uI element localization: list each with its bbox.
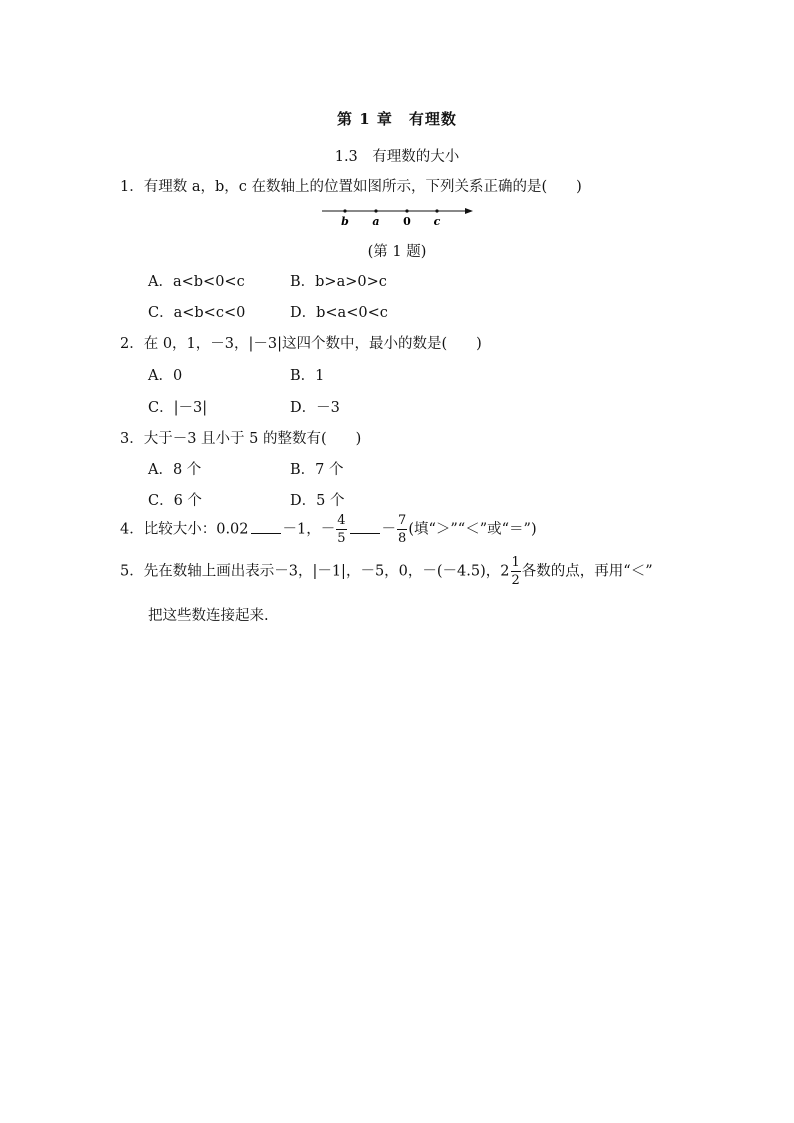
q3-option-d: D．5 个 xyxy=(290,493,345,509)
q1-option-d: D．b<a<0<c xyxy=(290,305,388,321)
q4-part2: －1，－ xyxy=(282,521,336,538)
question-5 xyxy=(120,556,653,587)
section-title: 1.3 有理数的大小 xyxy=(334,149,460,165)
q4-blank-2[interactable] xyxy=(350,521,380,534)
point-a xyxy=(374,209,377,212)
q5-fraction: $\frac{1}{2}$ xyxy=(511,555,520,588)
label-0: 0 xyxy=(403,215,411,228)
q3-option-c: C．6 个 xyxy=(148,493,202,509)
q3-option-a: A．8 个 xyxy=(148,462,202,478)
point-b xyxy=(343,209,346,212)
q1-option-c: C．a<b<c<0 xyxy=(148,305,246,321)
point-0 xyxy=(405,209,408,212)
question-2-stem: 2．在 0，1，－3，|－3|这四个数中，最小的数是( ) xyxy=(120,336,482,352)
figure-caption: (第 1 题) xyxy=(367,244,427,260)
label-b: b xyxy=(341,215,349,228)
q3-option-b: B．7 个 xyxy=(290,462,344,478)
q4-fraction-2: $\frac{7}{8}$ xyxy=(398,513,407,546)
q2-option-c: C．|－3| xyxy=(148,400,208,416)
question-4 xyxy=(120,514,537,545)
q2-option-b: B．1 xyxy=(290,368,325,384)
point-c xyxy=(435,209,438,212)
q4-part1: 4．比较大小：0.02 xyxy=(120,521,249,538)
label-a: a xyxy=(372,215,380,228)
q1-option-a: A．a<b<0<c xyxy=(148,274,245,290)
question-3-stem: 3．大于－3 且小于 5 的整数有( ) xyxy=(120,431,362,447)
q4-blank-1[interactable] xyxy=(251,521,281,534)
question-1-stem: 1．有理数 a，b，c 在数轴上的位置如图所示，下列关系正确的是( ) xyxy=(120,179,582,195)
q4-fraction-1: $\frac{4}{5}$ xyxy=(337,513,346,546)
chapter-title: 第 1 章 有理数 xyxy=(337,110,457,128)
q5-part1: 5．先在数轴上画出表示－3，|－1|，－5，0，－(－4.5)，2 xyxy=(120,563,510,580)
number-line-figure xyxy=(318,203,478,229)
q4-part3: － xyxy=(381,521,397,538)
q5-part2: 各数的点，再用“＜” xyxy=(521,563,653,580)
number-line-arrow-icon xyxy=(465,208,473,214)
q2-option-a: A．0 xyxy=(148,368,183,384)
q1-option-b: B．b>a>0>c xyxy=(290,274,387,290)
q4-part4: (填“＞”“＜”或“＝”) xyxy=(408,521,537,538)
q5-line2: 把这些数连接起来. xyxy=(148,608,269,624)
label-c: c xyxy=(433,215,441,228)
q2-option-d: D．－3 xyxy=(290,400,340,416)
